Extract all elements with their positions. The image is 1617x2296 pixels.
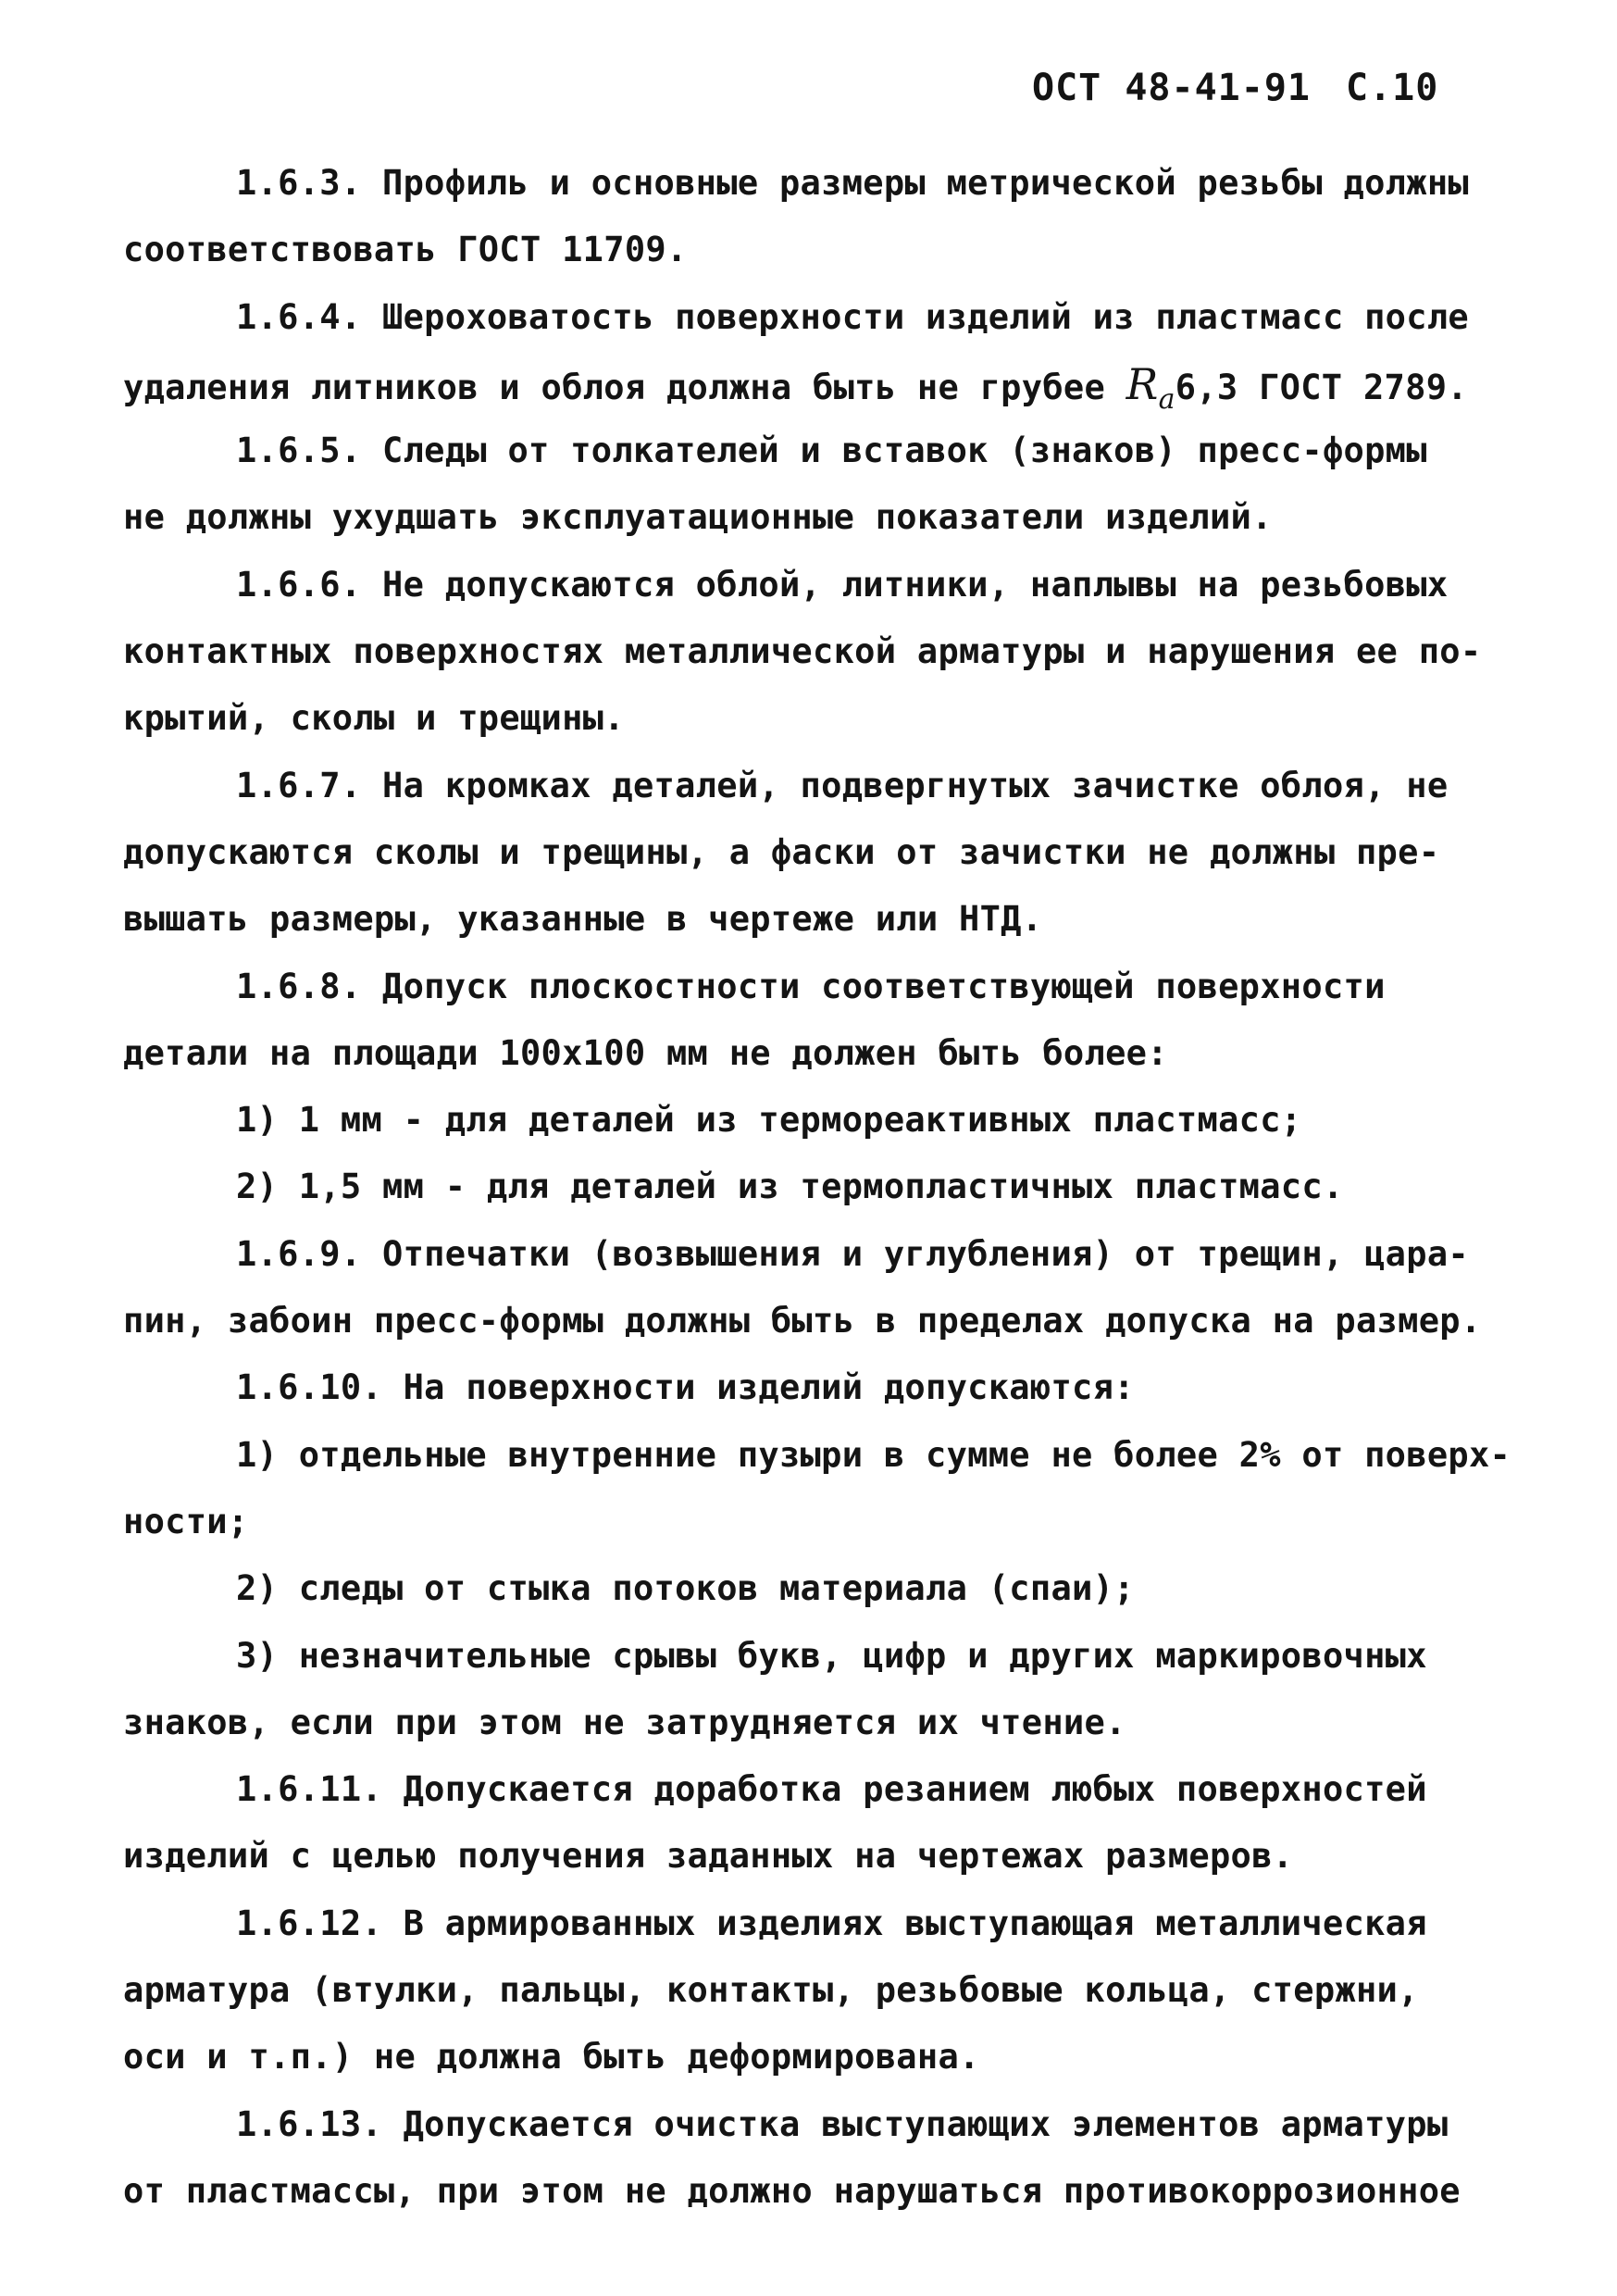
paragraph-1-6-13 <box>123 2091 1530 2226</box>
page-header <box>1032 67 1438 109</box>
text-line: пин, забоин пресс-формы должны быть в пределах допуска на размер. <box>123 1301 1482 1341</box>
text-line: от пластмассы, при этом не должно нарушаться противокоррозионное <box>123 2170 1461 2211</box>
roughness-symbol <box>1126 358 1175 417</box>
text-line: 1.6.12. В армированных изделиях выступающая металлическая <box>236 1903 1427 1943</box>
list-item: 3) незначительные срывы букв, цифр и других маркировочных <box>236 1635 1427 1676</box>
paragraph-1-6-9 <box>123 1221 1530 1355</box>
paragraph-1-6-10 <box>123 1354 1530 1756</box>
text-line: 1.6.5. Следы от толкателей и вставок (знаков) пресс-формы <box>236 430 1427 471</box>
paragraph-1-6-7 <box>123 753 1530 954</box>
text-line: 1.6.4. Шероховатость поверхности изделий из пластмасс после <box>236 296 1469 337</box>
text-line: 1.6.7. На кромках деталей, подвергнутых зачистке облоя, не <box>236 765 1449 805</box>
text-line: 1.6.3. Профиль и основные размеры метрической резьбы должны <box>236 163 1469 203</box>
roughness-subscript: a <box>1158 383 1175 417</box>
text-line: 1.6.13. Допускается очистка выступающих элементов арматуры <box>236 2103 1449 2144</box>
text-line: не должны ухудшать эксплуатационные показатели изделий. <box>123 497 1273 538</box>
text-line: 1.6.11. Допускается доработка резанием любых поверхностей <box>236 1769 1427 1810</box>
list-item: 2) 1,5 мм - для деталей из термопластичных пластмасс. <box>236 1167 1344 1207</box>
text-line: 1.6.6. Не допускаются облой, литники, наплывы на резьбовых <box>236 564 1449 605</box>
paragraph-1-6-3 <box>123 150 1530 284</box>
text-line: изделий с целью получения заданных на чертежах размеров. <box>123 1836 1294 1877</box>
text-line: вышать размеры, указанные в чертеже или НТД. <box>123 899 1043 940</box>
standard-code: ОСТ 48-41-91 <box>1032 67 1311 109</box>
list-item-continuation: ности; <box>123 1501 249 1541</box>
page-number: С.10 <box>1345 67 1439 109</box>
text-line: оси и т.п.) не должна быть деформирована. <box>123 2037 980 2078</box>
list-item: 2) следы от стыка потоков материала (спаи); <box>236 1568 1135 1609</box>
text-segment: 6,3 ГОСТ 2789. <box>1175 367 1468 407</box>
text-line: 1.6.10. На поверхности изделий допускаются: <box>236 1367 1135 1408</box>
text-line: 1.6.8. Допуск плоскостности соответствующей поверхности <box>236 966 1386 1006</box>
paragraph-1-6-4 <box>123 284 1530 418</box>
text-line: соответствовать ГОСТ 11709. <box>123 230 688 270</box>
text-line: 1.6.9. Отпечатки (возвышения и углубления) от трещин, цара- <box>236 1233 1469 1274</box>
list-item-continuation: знаков, если при этом не затрудняется их чтение. <box>123 1702 1126 1742</box>
text-line: крытий, сколы и трещины. <box>123 698 625 739</box>
paragraph-1-6-6 <box>123 552 1530 753</box>
paragraph-1-6-11 <box>123 1756 1530 1890</box>
text-line <box>123 351 1530 418</box>
list-item: 1) отдельные внутренние пузыри в сумме не более 2% от поверх- <box>236 1434 1511 1475</box>
text-line: арматура (втулки, пальцы, контакты, резьбовые кольца, стержни, <box>123 1970 1419 2011</box>
document-body <box>123 150 1530 2225</box>
paragraph-1-6-8 <box>123 954 1530 1221</box>
paragraph-1-6-12 <box>123 1890 1530 2091</box>
text-line: контактных поверхностях металлической арматуры и нарушения ее по- <box>123 631 1482 672</box>
text-segment: удаления литников и облоя должна быть не грубее <box>123 367 1106 407</box>
text-line: детали на площади 100х100 мм не должен быть более: <box>123 1032 1168 1073</box>
list-item: 1) 1 мм - для деталей из термореактивных пластмасс; <box>236 1100 1302 1141</box>
text-line: допускаются сколы и трещины, а фаски от зачистки не должны пре- <box>123 831 1440 872</box>
roughness-letter: R <box>1126 358 1159 409</box>
paragraph-1-6-5 <box>123 418 1530 552</box>
